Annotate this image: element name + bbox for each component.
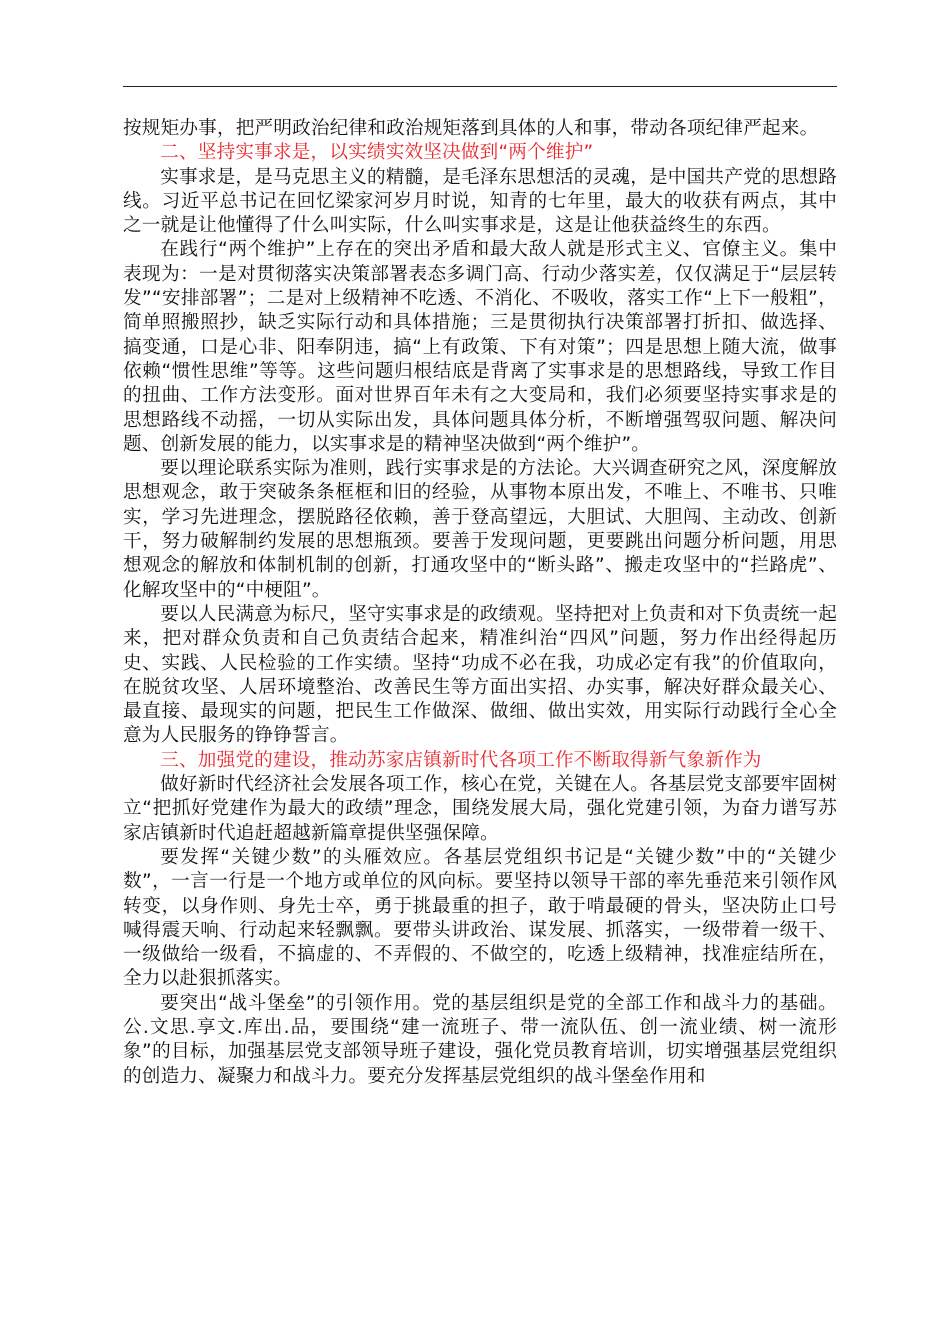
paragraph-3-1: 做好新时代经济社会发展各项工作，核心在党，关键在人。各基层党支部要牢固树立“把抓好党建作为最大的政绩”理念，围绕发展大局，强化党建引领，为奋力谱写苏家店镇新时代追赶超越新篇章提供坚强保障。 [123, 774, 837, 844]
paragraph-2-4: 要以人民满意为标尺，坚守实事求是的政绩观。坚持把对上负责和对下负责统一起来，把对群众负责和自己负责结合起来，精准纠治“四风”问题，努力作出经得起历史、实践、人民检验的工作实绩。坚持“功成不必在我，功成必定有我”的价值取向，在脱贫攻坚、人居环境整治、改善民生等方面出实招、办实事，解决好群众最关心、最直接、最现实的问题，把民生工作做深、做细、做出实效，用实际行动践行全心全意为人民服务的铮铮誓言。 [123, 603, 837, 747]
header-rule [123, 86, 837, 87]
paragraph-3-3: 要突出“战斗堡垒”的引领作用。党的基层组织是党的全部工作和战斗力的基础。公.文思.享文.库出.品，要围绕“建一流班子、带一流队伍、创一流业绩、树一流形象”的目标，加强基层党支部领导班子建设，强化党员教育培训，切实增强基层党组织的创造力、凝聚力和战斗力。要充分发挥基层党组织的战斗堡垒作用和 [123, 992, 837, 1087]
paragraph-3-2: 要发挥“关键少数”的头雁效应。各基层党组织书记是“关键少数”中的“关键少数”，一言一行是一个地方或单位的风向标。要坚持以领导干部的率先垂范来引领作风转变，以身作则、身先士卒，勇于挑最重的担子，敢于啃最硬的骨头，坚决防止口号喊得震天响、行动起来轻飘飘。要带头讲政治、谋发展、抓落实，一级带着一级干、一级做给一级看，不搞虚的、不弄假的、不做空的，吃透上级精神，找准症结所在，全力以赴狠抓落实。 [123, 846, 837, 990]
paragraph-2-1: 实事求是，是马克思主义的精髓，是毛泽东思想活的灵魂，是中国共产党的思想路线。习近平总书记在回忆梁家河岁月时说，知青的七年里，最大的收获有两点，其中之一就是让他懂得了什么叫实际，什么叫实事求是，这是让他获益终生的东西。 [123, 166, 837, 237]
paragraph-2-2: 在践行“两个维护”上存在的突出矛盾和最大敌人就是形式主义、官僚主义。集中表现为：一是对贯彻落实决策部署表态多调门高、行动少落实差，仅仅满足于“层层转发”“安排部署”；二是对上级精神不吃透、不消化、不吸收，落实工作“上下一般粗”，简单照搬照抄，缺乏实际行动和具体措施；三是贯彻执行决策部署打折扣、做选择、搞变通，口是心非、阳奉阴违，搞“上有政策、下有对策”；四是思想上随大流，做事依赖“惯性思维”等等。这些问题归根结底是背离了实事求是的思想路线，导致工作目的扭曲、工作方法变形。面对世界百年未有之大变局和，我们必须要坚持实事求是的思想路线不动摇，一切从实际出发，具体问题具体分析，不断增强驾驭问题、解决问题、创新发展的能力，以实事求是的精神坚决做到“两个维护”。 [123, 239, 837, 455]
paragraph-intro: 按规矩办事，把严明政治纪律和政治规矩落到具体的人和事，带动各项纪律严起来。 [123, 118, 819, 139]
paragraph-2-3: 要以理论联系实际为准则，践行实事求是的方法论。大兴调查研究之风，深度解放思想观念，敢于突破条条框框和旧的经验，从事物本原出发，不唯上、不唯书、只唯实，学习先进理念，摆脱路径依赖，善于登高望远，大胆试、大胆闯、主动改、创新干，努力破解制约发展的思想瓶颈。要善于发现问题，更要跳出问题分析问题，用思想观念的解放和体制机制的创新，打通攻坚中的“断头路”、搬走攻坚中的“拦路虎”、化解攻坚中的“中梗阻”。 [123, 458, 837, 601]
document-body [123, 117, 837, 1089]
section-heading-3: 三、加强党的建设，推动苏家店镇新时代各项工作不断取得新气象新作为 [160, 749, 762, 771]
section-heading-2: 二、坚持实事求是，以实绩实效坚决做到“两个维护” [160, 142, 594, 164]
